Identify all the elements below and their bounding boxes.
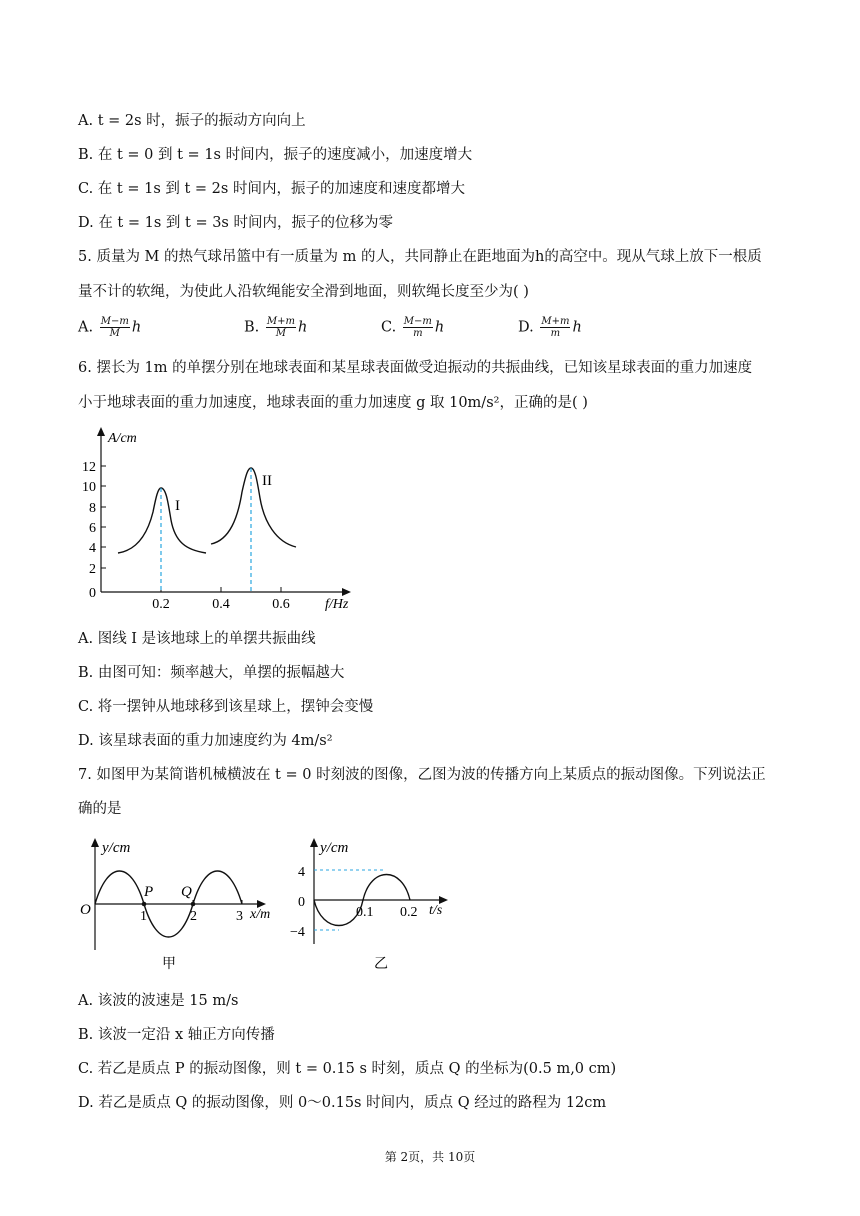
- resonance-curve-2: [211, 468, 296, 547]
- chart6-ytick: 4: [89, 541, 96, 556]
- chart6-xlabel: f/Hz: [325, 597, 349, 612]
- point-q-dot: [191, 902, 196, 907]
- chart6-x-arrow: [342, 588, 351, 596]
- yi-ytick: 4: [298, 865, 305, 880]
- chart6-ytick: 6: [89, 521, 96, 536]
- q7-stem-line1: 7. 如图甲为某简谐机械横波在 t = 0 时刻波的图像，乙图为波的传播方向上某质点的振动图像。下列说法正: [78, 767, 766, 783]
- q5-option-d: D. $\frac{M+m}{m}$ h: [518, 316, 582, 339]
- vibration-chart-yi: [290, 832, 460, 977]
- chart6-y-arrow: [97, 427, 105, 436]
- page-footer: 第 2页，共 10页: [384, 1150, 476, 1164]
- q6-option-b: B. 由图可知：频率越大，单摆的振幅越大: [78, 665, 345, 681]
- q7-option-d: D. 若乙是质点 Q 的振动图像，则 0～0.15s 时间内，质点 Q 经过的路程为 12cm: [78, 1095, 607, 1111]
- q4-option-a: A. t = 2s 时，振子的振动方向向上: [78, 113, 306, 129]
- yi-xtick: 0.1: [356, 905, 374, 920]
- chart6-ytick: 0: [89, 586, 96, 601]
- jia-xlabel: x/m: [250, 907, 271, 922]
- curve2-label: II: [262, 473, 272, 489]
- q7-stem-line2: 确的是: [78, 801, 122, 817]
- q7-option-b: B. 该波一定沿 x 轴正方向传播: [78, 1027, 275, 1043]
- yi-xtick: 0.2: [400, 905, 418, 920]
- q5-stem-line1: 5. 质量为 M 的热气球吊篮中有一质量为 m 的人，共同静止在距地面为h的高空中。现从气球上放下一根质: [78, 249, 762, 265]
- yi-xlabel: t/s: [429, 903, 443, 918]
- q4-option-c: C. 在 t = 1s 到 t = 2s 时间内，振子的加速度和速度都增大: [78, 181, 465, 197]
- q7-option-a: A. 该波的波速是 15 m/s: [78, 993, 239, 1009]
- q5-option-b: B. $\frac{M+m}{M}$ h: [244, 316, 308, 339]
- chart6-xtick: 0.4: [212, 597, 230, 612]
- chart6-xtick: 0.2: [152, 597, 170, 612]
- q4-option-b: B. 在 t = 0 到 t = 1s 时间内，振子的速度减小，加速度增大: [78, 147, 473, 163]
- wave-chart-jia: [76, 832, 286, 977]
- resonance-curve-1: [118, 488, 206, 553]
- q6-stem-line1: 6. 摆长为 1m 的单摆分别在地球表面和某星球表面做受迫振动的共振曲线，已知该星球表面的重力加速度: [78, 360, 753, 376]
- yi-caption: 乙: [374, 957, 388, 972]
- jia-y-arrow: [91, 838, 99, 847]
- q6-option-d: D. 该星球表面的重力加速度约为 4m/s²: [78, 733, 333, 749]
- q5-option-c: C. $\frac{M-m}{m}$ h: [381, 316, 445, 339]
- yi-y-arrow: [310, 838, 318, 847]
- resonance-chart: [78, 422, 378, 618]
- chart6-ytick: 10: [82, 480, 96, 495]
- yi-ylabel: y/cm: [320, 840, 349, 856]
- chart6-xtick: 0.6: [272, 597, 290, 612]
- jia-ylabel: y/cm: [102, 840, 131, 856]
- q5-stem-line2: 量不计的软绳，为使此人沿软绳能安全滑到地面，则软绳长度至少为( ): [78, 284, 529, 300]
- yi-ytick: −4: [290, 925, 305, 940]
- point-p-label: P: [144, 884, 154, 900]
- jia-xtick: 1: [140, 909, 147, 924]
- jia-origin: O: [80, 902, 91, 918]
- jia-caption: 甲: [162, 957, 176, 972]
- q6-stem-line2: 小于地球表面的重力加速度，地球表面的重力加速度 g 取 10m/s²，正确的是( ): [78, 395, 588, 411]
- q6-option-a: A. 图线 I 是该地球上的单摆共振曲线: [78, 631, 316, 647]
- curve1-label: I: [175, 498, 180, 514]
- jia-xtick: 3: [236, 909, 243, 924]
- point-p-dot: [142, 902, 147, 907]
- jia-xtick: 2: [190, 909, 197, 924]
- chart6-ytick: 2: [89, 562, 96, 577]
- q5-option-a: A. $\frac{M-m}{M}$ h: [78, 316, 142, 339]
- chart6-ylabel: A/cm: [108, 431, 137, 446]
- yi-ytick: 0: [298, 895, 305, 910]
- q4-option-d: D. 在 t = 1s 到 t = 3s 时间内，振子的位移为零: [78, 215, 393, 231]
- q7-option-c: C. 若乙是质点 P 的振动图像，则 t = 0.15 s 时刻，质点 Q 的坐标为(0.5 m,0 cm): [78, 1061, 617, 1077]
- q6-option-c: C. 将一摆钟从地球移到该星球上，摆钟会变慢: [78, 699, 374, 715]
- point-q-label: Q: [181, 884, 192, 900]
- chart6-ytick: 8: [89, 501, 96, 516]
- chart6-ytick: 12: [82, 460, 96, 475]
